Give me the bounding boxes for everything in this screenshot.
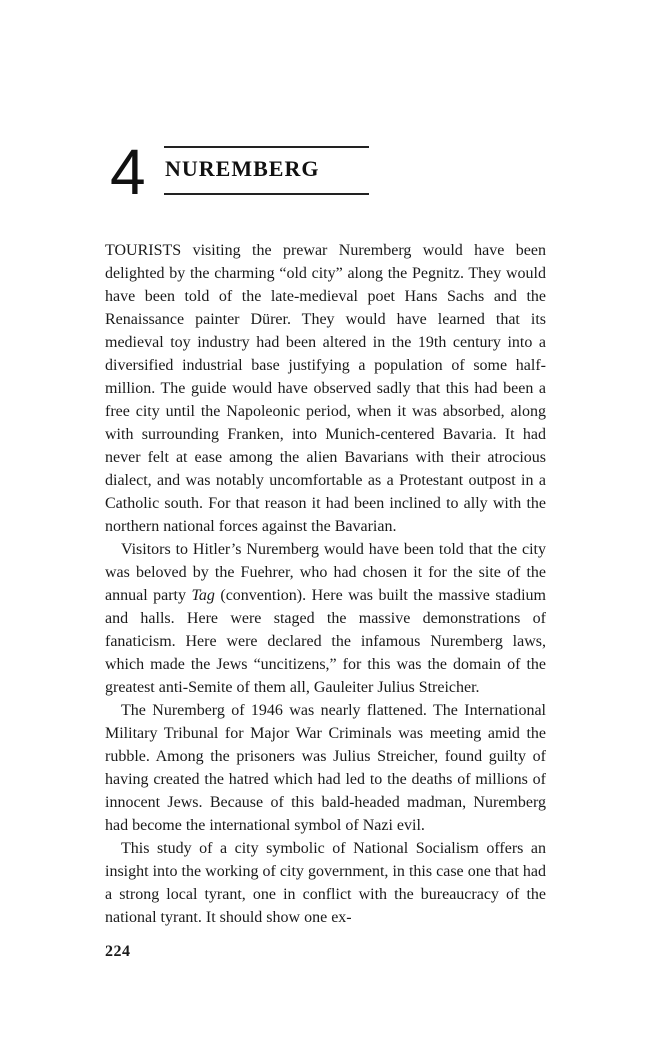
chapter-heading (110, 138, 370, 208)
paragraph-3: The Nuremberg of 1946 was nearly flattened. The International Military Tribunal for Major War Criminals was meeting amid the rubble. Among the prisoners was Julius Streicher, found guilty of having created the hatred which had led to the deaths of millions of innocent Jews. Because of this bald-headed madman, Nuremberg had become the international symbol of Nazi evil. (105, 702, 546, 834)
italic-term: Tag (191, 587, 215, 604)
body-text (105, 239, 546, 929)
paragraph-2: Visitors to Hitler’s Nuremberg would have been told that the city was beloved by the Fuehrer, who had chosen it for the site of the annual party Tag (convention). Here was built the massive stadium and halls. Here were staged the massive demonstrations of fanaticism. Here were declared the infamous Nuremberg laws, which made the Jews “uncitizens,” for this was the domain of the greatest anti-Semite of them all, Gauleiter Julius Streicher. (105, 541, 546, 696)
page-number: 224 (105, 943, 131, 960)
chapter-number: 4 (110, 136, 146, 208)
chapter-title: NUREMBERG (165, 156, 320, 181)
heading-rule-top (164, 146, 369, 148)
paragraph-4: This study of a city symbolic of National Socialism offers an insight into the working of city government, in this case one that had a strong local tyrant, one in conflict with the bureaucracy of the national tyrant. It should show one ex- (105, 840, 546, 926)
paragraph-1: TOURISTS visiting the prewar Nuremberg would have been delighted by the charming “old city” along the Pegnitz. They would have been told of the late-medieval poet Hans Sachs and the Renaissance painter Dürer. They would have learned that its medieval toy industry had been altered in the 19th century into a diversified industrial base justifying a population of some half-million. The guide would have observed sadly that this had been a free city until the Napoleonic period, when it was absorbed, along with surrounding Franken, into Munich-centered Bavaria. It had never felt at ease among the alien Bavarians with their atrocious dialect, and was notably uncomfortable as a Protestant outpost in a Catholic south. For that reason it had been inclined to ally with the northern national forces against the Bavarian. (105, 242, 546, 535)
heading-rule-bottom (164, 193, 369, 195)
